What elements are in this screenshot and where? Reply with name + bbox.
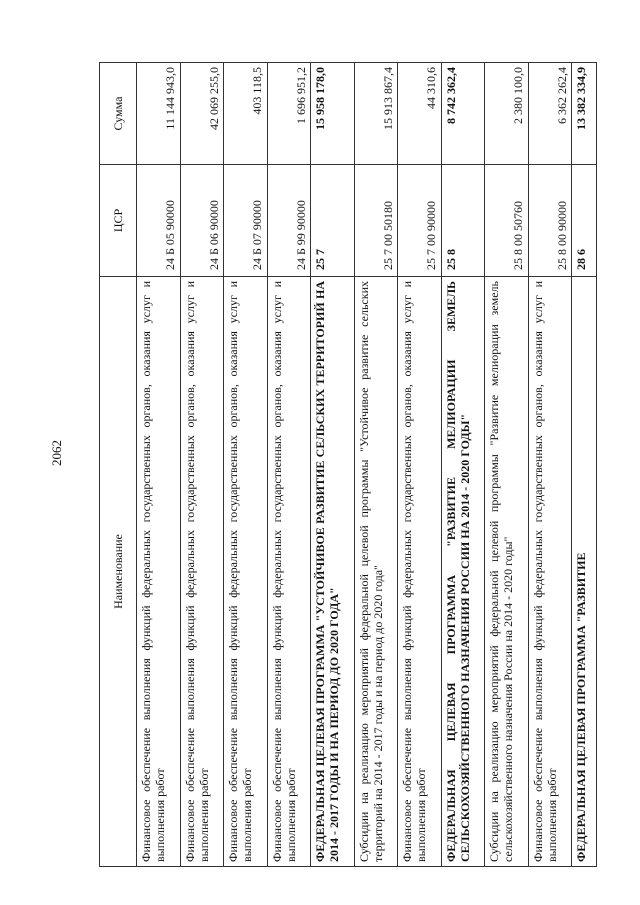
row-csr-cell: 24 Б 99 90000 xyxy=(267,165,311,277)
table-row xyxy=(267,63,311,867)
table-row xyxy=(485,63,529,867)
row-name-cell: Финансовое обеспечение выполнения функций федеральных государственных органов, оказания услуг и выполнения работ xyxy=(137,277,181,867)
row-sum-cell: 15 958 178,0 xyxy=(311,63,355,165)
row-sum-cell: 11 144 943,0 xyxy=(137,63,181,165)
row-name-cell: Финансовое обеспечение выполнения функций федеральных государственных органов, оказания услуг и выполнения работ xyxy=(224,277,268,867)
row-sum-cell: 8 742 362,4 xyxy=(441,63,485,165)
row-name-cell: Финансовое обеспечение выполнения функций федеральных государственных органов, оказания услуг и выполнения работ xyxy=(180,277,224,867)
table-row xyxy=(441,63,485,867)
column-header-csr: ЦСР xyxy=(100,165,137,277)
row-sum-cell: 13 382 334,9 xyxy=(572,63,597,165)
row-csr-cell: 24 Б 06 90000 xyxy=(180,165,224,277)
row-sum-cell: 44 310,6 xyxy=(398,63,442,165)
rotated-table-container xyxy=(99,63,597,867)
row-name-cell: Финансовое обеспечение выполнения функций федеральных государственных органов, оказания услуг и выполнения работ xyxy=(528,277,572,867)
row-sum-cell: 42 069 255,0 xyxy=(180,63,224,165)
table-row xyxy=(354,63,398,867)
row-name-cell: ФЕДЕРАЛЬНАЯ ЦЕЛЕВАЯ ПРОГРАММА "РАЗВИТИЕ xyxy=(572,277,597,867)
column-header-sum: Сумма xyxy=(100,63,137,165)
row-sum-cell: 15 913 867,4 xyxy=(354,63,398,165)
row-name-cell: Финансовое обеспечение выполнения функций федеральных государственных органов, оказания услуг и выполнения работ xyxy=(267,277,311,867)
table-row xyxy=(137,63,181,867)
row-csr-cell: 25 8 00 50760 xyxy=(485,165,529,277)
row-name-cell: Субсидии на реализацию мероприятий федеральной целевой программы "Устойчивое развитие сельских территорий на 2014 - 2017 годы и на период до 2020 года" xyxy=(354,277,398,867)
budget-table xyxy=(99,62,597,867)
row-csr-cell: 25 7 xyxy=(311,165,355,277)
table-row xyxy=(224,63,268,867)
row-csr-cell: 24 Б 05 90000 xyxy=(137,165,181,277)
table-row xyxy=(572,63,597,867)
row-name-cell: ФЕДЕРАЛЬНАЯ ЦЕЛЕВАЯ ПРОГРАММА "РАЗВИТИЕ МЕЛИОРАЦИИ ЗЕМЕЛЬ СЕЛЬСКОХОЗЯЙСТВЕННОГО НАЗНАЧЕНИЯ РОССИИ НА 2014 - 2020 ГОДЫ" xyxy=(441,277,485,867)
column-header-name: Наименование xyxy=(100,277,137,867)
row-sum-cell: 403 118,5 xyxy=(224,63,268,165)
row-csr-cell: 25 7 00 90000 xyxy=(398,165,442,277)
table-header-row xyxy=(100,63,137,867)
table-row xyxy=(528,63,572,867)
row-csr-cell: 25 7 00 50180 xyxy=(354,165,398,277)
row-csr-cell: 24 Б 07 90000 xyxy=(224,165,268,277)
row-sum-cell: 6 362 262,4 xyxy=(528,63,572,165)
row-name-cell: Финансовое обеспечение выполнения функций федеральных государственных органов, оказания услуг и выполнения работ xyxy=(398,277,442,867)
row-csr-cell: 25 8 00 90000 xyxy=(528,165,572,277)
row-csr-cell: 25 8 xyxy=(441,165,485,277)
table-body xyxy=(137,63,597,867)
table-row xyxy=(180,63,224,867)
page-number: 2062 xyxy=(49,440,64,466)
row-name-cell: ФЕДЕРАЛЬНАЯ ЦЕЛЕВАЯ ПРОГРАММА "УСТОЙЧИВОЕ РАЗВИТИЕ СЕЛЬСКИХ ТЕРРИТОРИЙ НА 2014 - 2017 ГОДЫ И НА ПЕРИОД ДО 2020 ГОДА" xyxy=(311,277,355,867)
row-sum-cell: 1 696 951,2 xyxy=(267,63,311,165)
table-row xyxy=(311,63,355,867)
row-sum-cell: 2 380 100,0 xyxy=(485,63,529,165)
table-row xyxy=(398,63,442,867)
row-csr-cell: 28 6 xyxy=(572,165,597,277)
row-name-cell: Субсидии на реализацию мероприятий федеральной целевой программы "Развитие мелиорации земель сельскохозяйственного назначения России на 2014 - 2020 годы" xyxy=(485,277,529,867)
